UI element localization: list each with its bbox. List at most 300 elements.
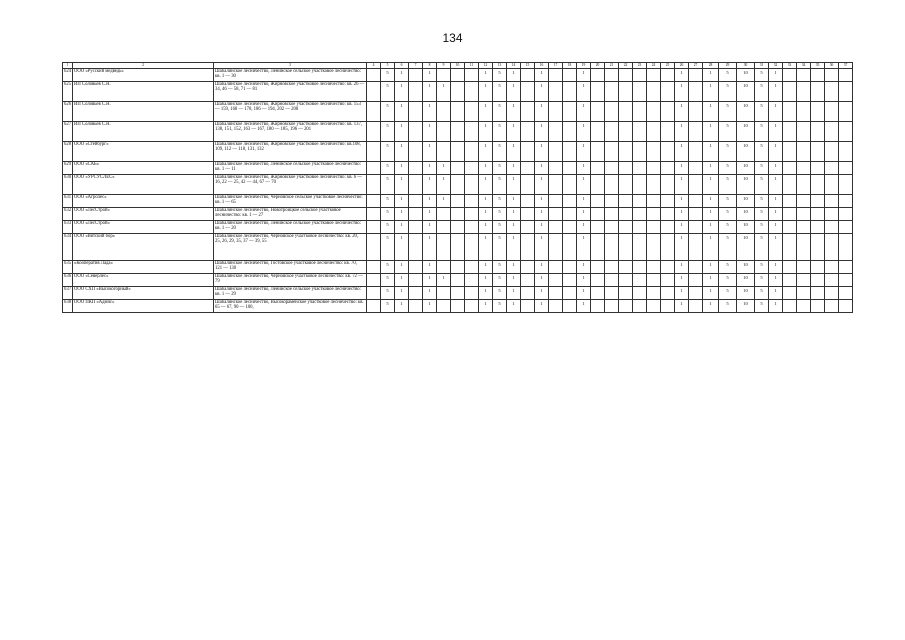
value-cell — [633, 221, 647, 234]
column-header: 17 — [549, 63, 563, 69]
value-cell — [465, 142, 479, 162]
column-header: 16 — [535, 63, 549, 69]
value-cell — [661, 142, 675, 162]
row-number: 635 — [63, 261, 73, 274]
value-cell — [591, 221, 605, 234]
value-cell — [647, 175, 661, 195]
value-cell — [437, 69, 451, 82]
table-row — [63, 208, 853, 221]
value-cell — [797, 69, 811, 82]
value-cell — [619, 175, 633, 195]
value-cell: 1 — [507, 195, 521, 208]
column-header: 9 — [437, 63, 451, 69]
value-cell — [451, 195, 465, 208]
value-cell — [367, 142, 381, 162]
value-cell — [647, 122, 661, 142]
value-cell: 1 — [423, 69, 437, 82]
value-cell — [367, 274, 381, 287]
value-cell: 1 — [479, 69, 493, 82]
value-cell — [521, 234, 535, 261]
value-cell: 5 — [381, 261, 395, 274]
value-cell: 1 — [769, 208, 783, 221]
value-cell — [521, 221, 535, 234]
row-number: 626 — [63, 102, 73, 122]
value-cell: 10 — [737, 274, 755, 287]
table-row — [63, 287, 853, 300]
value-cell — [797, 208, 811, 221]
value-cell — [409, 221, 423, 234]
value-cell: 5 — [493, 261, 507, 274]
organization-name: ООО «САБ» — [73, 162, 214, 175]
value-cell: 5 — [381, 274, 395, 287]
value-cell — [465, 195, 479, 208]
location-description: Шабалинское лесничество, Черновское сельское участковое лесничество: кв. 1 — 65 — [214, 195, 367, 208]
value-cell: 5 — [755, 287, 769, 300]
value-cell — [839, 300, 853, 313]
value-cell — [409, 122, 423, 142]
value-cell — [619, 122, 633, 142]
value-cell: 5 — [493, 175, 507, 195]
value-cell — [661, 69, 675, 82]
column-header: 35 — [811, 63, 825, 69]
value-cell — [797, 82, 811, 102]
value-cell — [783, 82, 797, 102]
value-cell — [437, 102, 451, 122]
value-cell: 1 — [675, 221, 689, 234]
value-cell — [839, 208, 853, 221]
value-cell: 1 — [675, 175, 689, 195]
value-cell: 1 — [577, 274, 591, 287]
value-cell — [825, 300, 839, 313]
value-cell — [839, 82, 853, 102]
value-cell: 10 — [737, 287, 755, 300]
value-cell — [689, 221, 703, 234]
value-cell — [465, 300, 479, 313]
value-cell: 1 — [423, 142, 437, 162]
value-cell — [633, 300, 647, 313]
value-cell: 1 — [769, 102, 783, 122]
value-cell — [647, 221, 661, 234]
organization-name: ООО СХП «Высокогорный» — [73, 287, 214, 300]
value-cell — [605, 274, 619, 287]
value-cell — [839, 69, 853, 82]
value-cell: 1 — [703, 102, 719, 122]
value-cell: 1 — [577, 82, 591, 102]
value-cell: 1 — [703, 274, 719, 287]
value-cell — [839, 261, 853, 274]
value-cell — [409, 175, 423, 195]
value-cell: 1 — [395, 261, 409, 274]
value-cell — [783, 142, 797, 162]
value-cell — [437, 234, 451, 261]
value-cell: 1 — [675, 195, 689, 208]
value-cell — [563, 300, 577, 313]
value-cell: 1 — [535, 234, 549, 261]
organization-name: ООО «Вятский бор» — [73, 234, 214, 261]
value-cell — [797, 162, 811, 175]
value-cell — [619, 287, 633, 300]
value-cell — [549, 234, 563, 261]
value-cell — [783, 274, 797, 287]
value-cell — [465, 162, 479, 175]
value-cell — [409, 82, 423, 102]
value-cell: 1 — [703, 122, 719, 142]
value-cell: 1 — [479, 274, 493, 287]
value-cell — [797, 221, 811, 234]
value-cell — [839, 122, 853, 142]
value-cell: 1 — [479, 122, 493, 142]
value-cell: 5 — [493, 208, 507, 221]
value-cell: 5 — [755, 69, 769, 82]
value-cell — [465, 102, 479, 122]
value-cell: 1 — [769, 300, 783, 313]
value-cell — [605, 102, 619, 122]
value-cell — [661, 122, 675, 142]
location-description: Шабалинское лесничество, Ленинское сельское участковое лесничество: кв. 1 — 11 — [214, 162, 367, 175]
column-header: 24 — [647, 63, 661, 69]
value-cell: 5 — [381, 162, 395, 175]
value-cell: 1 — [423, 122, 437, 142]
value-cell — [797, 300, 811, 313]
value-cell — [619, 274, 633, 287]
value-cell — [647, 300, 661, 313]
value-cell: 1 — [769, 82, 783, 102]
value-cell — [521, 69, 535, 82]
value-cell — [549, 221, 563, 234]
value-cell — [689, 162, 703, 175]
value-cell: 1 — [479, 261, 493, 274]
value-cell — [811, 195, 825, 208]
column-header: 15 — [521, 63, 535, 69]
value-cell: 5 — [381, 221, 395, 234]
value-cell — [783, 221, 797, 234]
column-header: 32 — [769, 63, 783, 69]
value-cell: 1 — [675, 208, 689, 221]
value-cell — [521, 274, 535, 287]
value-cell: 10 — [737, 82, 755, 102]
row-number: 636 — [63, 274, 73, 287]
value-cell: 1 — [507, 175, 521, 195]
value-cell: 5 — [719, 69, 737, 82]
location-description: Шабалинское лесничество, Черновское участковое лесничество: кв. 72 — 79 — [214, 274, 367, 287]
value-cell: 1 — [769, 221, 783, 234]
value-cell — [451, 142, 465, 162]
value-cell: 1 — [535, 274, 549, 287]
value-cell: 1 — [479, 234, 493, 261]
value-cell — [437, 122, 451, 142]
value-cell: 1 — [507, 234, 521, 261]
value-cell: 1 — [703, 208, 719, 221]
value-cell: 1 — [769, 162, 783, 175]
value-cell — [839, 195, 853, 208]
value-cell — [839, 142, 853, 162]
column-header: 37 — [839, 63, 853, 69]
value-cell — [367, 208, 381, 221]
column-header: 25 — [661, 63, 675, 69]
value-cell — [465, 234, 479, 261]
value-cell — [591, 102, 605, 122]
value-cell — [409, 195, 423, 208]
value-cell: 1 — [703, 82, 719, 102]
value-cell — [647, 287, 661, 300]
value-cell — [647, 102, 661, 122]
value-cell: 5 — [493, 82, 507, 102]
row-number: 629 — [63, 162, 73, 175]
value-cell — [661, 274, 675, 287]
value-cell: 5 — [719, 300, 737, 313]
value-cell — [451, 287, 465, 300]
value-cell: 1 — [507, 69, 521, 82]
organization-name: ООО «УРСУСЛЕС» — [73, 175, 214, 195]
value-cell: 1 — [507, 142, 521, 162]
value-cell — [811, 300, 825, 313]
column-header: 2 — [73, 63, 214, 69]
row-number: 628 — [63, 142, 73, 162]
table-row — [63, 221, 853, 234]
value-cell: 5 — [719, 234, 737, 261]
value-cell — [605, 234, 619, 261]
value-cell — [633, 234, 647, 261]
value-cell — [811, 142, 825, 162]
value-cell: 1 — [703, 195, 719, 208]
value-cell — [465, 175, 479, 195]
value-cell: 1 — [577, 208, 591, 221]
value-cell — [521, 195, 535, 208]
value-cell — [591, 175, 605, 195]
value-cell: 5 — [493, 274, 507, 287]
value-cell — [451, 221, 465, 234]
column-header: 10 — [451, 63, 465, 69]
value-cell: 1 — [423, 221, 437, 234]
value-cell: 1 — [577, 195, 591, 208]
value-cell — [605, 208, 619, 221]
value-cell: 1 — [577, 175, 591, 195]
value-cell: 10 — [737, 102, 755, 122]
value-cell — [647, 234, 661, 261]
value-cell — [811, 261, 825, 274]
value-cell: 1 — [423, 195, 437, 208]
value-cell — [839, 274, 853, 287]
value-cell — [437, 142, 451, 162]
row-number: 632 — [63, 208, 73, 221]
value-cell — [451, 300, 465, 313]
value-cell — [563, 287, 577, 300]
value-cell — [367, 195, 381, 208]
value-cell — [437, 261, 451, 274]
value-cell — [647, 69, 661, 82]
value-cell: 1 — [507, 208, 521, 221]
value-cell — [797, 102, 811, 122]
value-cell: 1 — [577, 142, 591, 162]
value-cell — [689, 122, 703, 142]
value-cell — [619, 261, 633, 274]
value-cell — [689, 82, 703, 102]
value-cell: 1 — [507, 261, 521, 274]
value-cell — [689, 300, 703, 313]
value-cell: 10 — [737, 175, 755, 195]
value-cell: 1 — [423, 175, 437, 195]
value-cell: 1 — [675, 102, 689, 122]
location-description: Шабалинское лесничество, Черновское участковое лесничество: кв. 20, 25, 26, 29, 35, 37 — 39, 55 — [214, 234, 367, 261]
value-cell: 1 — [535, 208, 549, 221]
value-cell — [521, 122, 535, 142]
value-cell: 1 — [479, 102, 493, 122]
value-cell — [409, 102, 423, 122]
value-cell — [825, 274, 839, 287]
column-header: 3 — [214, 63, 367, 69]
value-cell: 1 — [577, 122, 591, 142]
value-cell — [689, 102, 703, 122]
value-cell — [605, 122, 619, 142]
value-cell — [563, 82, 577, 102]
value-cell — [633, 142, 647, 162]
value-cell — [549, 162, 563, 175]
value-cell — [797, 274, 811, 287]
value-cell — [465, 82, 479, 102]
table-row — [63, 82, 853, 102]
row-number: 638 — [63, 300, 73, 313]
value-cell: 1 — [535, 287, 549, 300]
value-cell: 1 — [437, 195, 451, 208]
value-cell: 5 — [493, 287, 507, 300]
column-header: 5 — [381, 63, 395, 69]
value-cell — [521, 208, 535, 221]
value-cell — [839, 175, 853, 195]
value-cell — [797, 261, 811, 274]
value-cell: 1 — [703, 142, 719, 162]
value-cell: 5 — [719, 122, 737, 142]
organization-name: ООО «Русский медведь» — [73, 69, 214, 82]
value-cell: 1 — [395, 300, 409, 313]
value-cell — [619, 102, 633, 122]
value-cell — [647, 208, 661, 221]
value-cell — [549, 208, 563, 221]
value-cell — [605, 195, 619, 208]
row-number: 637 — [63, 287, 73, 300]
location-description: Шабалинское лесничество, Новотроицкое сельское участковое лесничество: кв. 1 — 27 — [214, 208, 367, 221]
value-cell — [689, 234, 703, 261]
value-cell — [591, 82, 605, 102]
value-cell — [367, 287, 381, 300]
value-cell — [451, 69, 465, 82]
value-cell: 1 — [703, 287, 719, 300]
value-cell — [633, 102, 647, 122]
value-cell: 5 — [755, 300, 769, 313]
value-cell: 1 — [769, 274, 783, 287]
table-body — [63, 69, 853, 313]
value-cell: 1 — [577, 221, 591, 234]
column-header: 12 — [479, 63, 493, 69]
value-cell — [549, 142, 563, 162]
value-cell: 1 — [437, 162, 451, 175]
row-number: 633 — [63, 221, 73, 234]
value-cell — [839, 162, 853, 175]
value-cell: 1 — [395, 195, 409, 208]
value-cell — [451, 82, 465, 102]
location-description: Шабалинское лесничество, Высокораменское участковое лесничество: кв. 65 — 67, 90 — 100, — [214, 300, 367, 313]
value-cell — [633, 82, 647, 102]
value-cell: 1 — [479, 221, 493, 234]
value-cell — [591, 195, 605, 208]
table-row — [63, 122, 853, 142]
value-cell: 10 — [737, 221, 755, 234]
value-cell: 1 — [479, 287, 493, 300]
value-cell: 10 — [737, 208, 755, 221]
value-cell — [839, 287, 853, 300]
value-cell — [661, 195, 675, 208]
value-cell: 1 — [535, 69, 549, 82]
value-cell — [451, 274, 465, 287]
value-cell — [591, 122, 605, 142]
value-cell — [825, 234, 839, 261]
organization-name: ООО «Стейбург» — [73, 142, 214, 162]
value-cell — [633, 274, 647, 287]
value-cell — [605, 82, 619, 102]
value-cell: 5 — [755, 195, 769, 208]
value-cell — [797, 175, 811, 195]
value-cell — [825, 122, 839, 142]
value-cell: 5 — [493, 142, 507, 162]
value-cell: 5 — [755, 261, 769, 274]
value-cell: 1 — [437, 175, 451, 195]
value-cell — [797, 287, 811, 300]
column-header: 36 — [825, 63, 839, 69]
value-cell: 1 — [507, 287, 521, 300]
value-cell — [591, 162, 605, 175]
value-cell — [633, 195, 647, 208]
value-cell: 5 — [755, 122, 769, 142]
value-cell — [563, 195, 577, 208]
value-cell — [521, 82, 535, 102]
value-cell — [521, 261, 535, 274]
location-description: Шабалинское лесничество, Гостовское участковое лесничество: кв. 70, 121 — 130 — [214, 261, 367, 274]
value-cell — [437, 221, 451, 234]
column-header: 7 — [409, 63, 423, 69]
value-cell: 1 — [703, 234, 719, 261]
value-cell: 5 — [755, 162, 769, 175]
value-cell — [367, 300, 381, 313]
value-cell — [619, 82, 633, 102]
location-description: Шабалинское лесничество, Жирновское участковое лесничество: кв. 26 — 34, 46 — 58, 71 — 81 — [214, 82, 367, 102]
value-cell: 1 — [395, 287, 409, 300]
value-cell — [619, 162, 633, 175]
value-cell: 1 — [769, 287, 783, 300]
value-cell — [605, 162, 619, 175]
value-cell: 5 — [493, 162, 507, 175]
value-cell — [465, 69, 479, 82]
value-cell — [689, 175, 703, 195]
value-cell — [521, 102, 535, 122]
value-cell: 1 — [577, 162, 591, 175]
value-cell: 5 — [719, 221, 737, 234]
value-cell: 1 — [423, 102, 437, 122]
organization-name: ООО «ЛесСтрой» — [73, 221, 214, 234]
value-cell: 1 — [423, 162, 437, 175]
value-cell: 1 — [395, 102, 409, 122]
value-cell: 1 — [769, 142, 783, 162]
hunting-grounds-table — [62, 62, 853, 313]
value-cell — [811, 208, 825, 221]
value-cell — [619, 300, 633, 313]
value-cell — [409, 208, 423, 221]
value-cell — [549, 195, 563, 208]
value-cell — [591, 300, 605, 313]
value-cell — [409, 274, 423, 287]
value-cell — [825, 287, 839, 300]
value-cell: 1 — [507, 82, 521, 102]
value-cell: 1 — [535, 300, 549, 313]
value-cell — [563, 274, 577, 287]
